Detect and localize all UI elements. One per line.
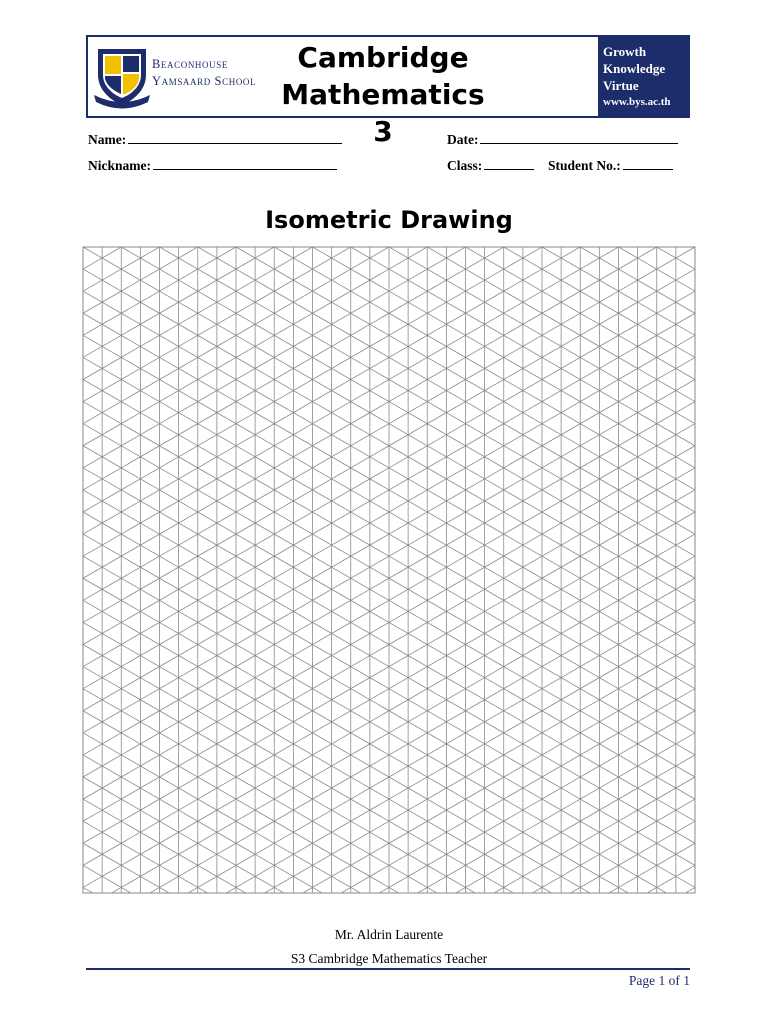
title-line2: Mathematics 3 bbox=[281, 78, 485, 148]
title-line1: Cambridge bbox=[297, 41, 469, 74]
date-field[interactable] bbox=[447, 131, 678, 148]
student-no-blank[interactable] bbox=[623, 157, 673, 170]
value-growth: Growth bbox=[603, 44, 647, 59]
page-number: Page 1 of 1 bbox=[628, 973, 690, 988]
teacher-role: S3 Cambridge Mathematics Teacher bbox=[290, 951, 488, 966]
name-label: Name: bbox=[88, 132, 127, 147]
value-virtue: Virtue bbox=[603, 78, 639, 93]
website-label: www.bys.ac.th bbox=[603, 96, 671, 108]
footer-divider bbox=[86, 968, 690, 970]
values-panel bbox=[598, 37, 688, 116]
name-blank[interactable] bbox=[128, 131, 342, 144]
nickname-blank[interactable] bbox=[153, 157, 337, 170]
nickname-label: Nickname: bbox=[88, 158, 151, 173]
nickname-field[interactable] bbox=[88, 157, 337, 174]
student-no-field[interactable] bbox=[548, 157, 673, 174]
name-field[interactable] bbox=[88, 131, 342, 148]
school-name-line2: Yamsaard School bbox=[152, 74, 257, 88]
student-no-label: Student No.: bbox=[548, 158, 621, 173]
school-logo bbox=[92, 43, 270, 111]
worksheet-heading: Isometric Drawing bbox=[265, 206, 513, 234]
teacher-name: Mr. Aldrin Laurente bbox=[334, 927, 444, 942]
school-name-line1: Beaconhouse bbox=[152, 57, 228, 71]
class-label: Class: bbox=[447, 158, 483, 173]
class-blank[interactable] bbox=[484, 157, 534, 170]
class-field[interactable] bbox=[447, 157, 534, 174]
value-knowledge: Knowledge bbox=[603, 61, 666, 76]
date-label: Date: bbox=[447, 132, 479, 147]
isometric-grid[interactable] bbox=[82, 246, 696, 894]
shield-crest-icon bbox=[92, 43, 152, 111]
date-blank[interactable] bbox=[480, 131, 678, 144]
